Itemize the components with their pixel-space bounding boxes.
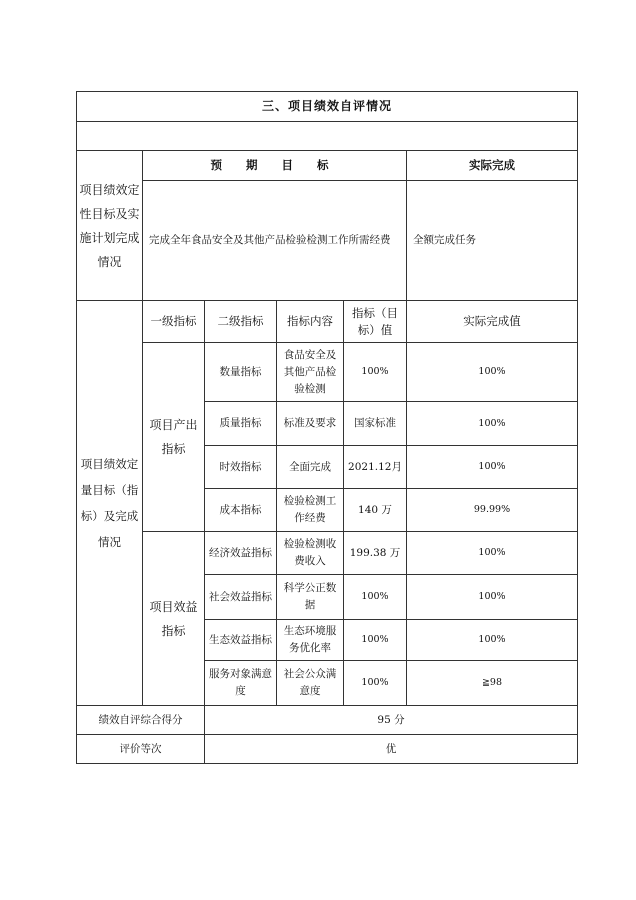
indicator-target: 2021.12月 bbox=[344, 446, 407, 489]
indicator-target: 100% bbox=[344, 661, 407, 706]
indicator-target: 199.38 万 bbox=[344, 532, 407, 575]
output-indicator-group: 项目产出指标 bbox=[143, 343, 205, 532]
header-target: 指标（目标）值 bbox=[344, 301, 407, 343]
header-actual: 实际完成值 bbox=[407, 301, 578, 343]
indicator-actual: 100% bbox=[407, 575, 578, 620]
actual-completion-text: 全额完成任务 bbox=[407, 181, 578, 301]
indicator-content: 生态环境服务优化率 bbox=[277, 620, 344, 661]
expected-goal-header: 预 期 目 标 bbox=[143, 151, 407, 181]
indicator-actual: 100% bbox=[407, 532, 578, 575]
blank-row bbox=[77, 122, 578, 151]
indicator-level2: 生态效益指标 bbox=[205, 620, 277, 661]
indicator-target: 100% bbox=[344, 620, 407, 661]
quantitative-goal-label: 项目绩效定量目标（指标）及完成情况 bbox=[77, 301, 143, 706]
header-level1: 一级指标 bbox=[143, 301, 205, 343]
indicator-target: 100% bbox=[344, 575, 407, 620]
indicator-target: 100% bbox=[344, 343, 407, 402]
score-label: 绩效自评综合得分 bbox=[77, 706, 205, 735]
indicator-content: 科学公正数据 bbox=[277, 575, 344, 620]
indicator-content: 标准及要求 bbox=[277, 402, 344, 446]
actual-completion-header: 实际完成 bbox=[407, 151, 578, 181]
indicator-level2: 数量指标 bbox=[205, 343, 277, 402]
indicator-actual: 100% bbox=[407, 402, 578, 446]
header-content: 指标内容 bbox=[277, 301, 344, 343]
indicator-actual: 100% bbox=[407, 446, 578, 489]
indicator-actual: 99.99% bbox=[407, 489, 578, 532]
indicator-level2: 经济效益指标 bbox=[205, 532, 277, 575]
indicator-content: 检验检测工作经费 bbox=[277, 489, 344, 532]
grade-value: 优 bbox=[205, 735, 578, 764]
indicator-level2: 服务对象满意度 bbox=[205, 661, 277, 706]
benefit-indicator-group: 项目效益指标 bbox=[143, 532, 205, 706]
score-value: 95 分 bbox=[205, 706, 578, 735]
indicator-actual: ≧98 bbox=[407, 661, 578, 706]
indicator-actual: 100% bbox=[407, 620, 578, 661]
indicator-level2: 成本指标 bbox=[205, 489, 277, 532]
qualitative-goal-label: 项目绩效定性目标及实施计划完成情况 bbox=[77, 151, 143, 301]
performance-table bbox=[76, 91, 578, 764]
indicator-level2: 社会效益指标 bbox=[205, 575, 277, 620]
grade-label: 评价等次 bbox=[77, 735, 205, 764]
header-level2: 二级指标 bbox=[205, 301, 277, 343]
indicator-content: 检验检测收费收入 bbox=[277, 532, 344, 575]
indicator-content: 社会公众满意度 bbox=[277, 661, 344, 706]
indicator-target: 140 万 bbox=[344, 489, 407, 532]
indicator-content: 食品安全及其他产品检验检测 bbox=[277, 343, 344, 402]
expected-goal-text: 完成全年食品安全及其他产品检验检测工作所需经费 bbox=[143, 181, 407, 301]
indicator-level2: 时效指标 bbox=[205, 446, 277, 489]
indicator-level2: 质量指标 bbox=[205, 402, 277, 446]
indicator-target: 国家标准 bbox=[344, 402, 407, 446]
indicator-content: 全面完成 bbox=[277, 446, 344, 489]
indicator-actual: 100% bbox=[407, 343, 578, 402]
section-title: 三、项目绩效自评情况 bbox=[77, 92, 578, 122]
